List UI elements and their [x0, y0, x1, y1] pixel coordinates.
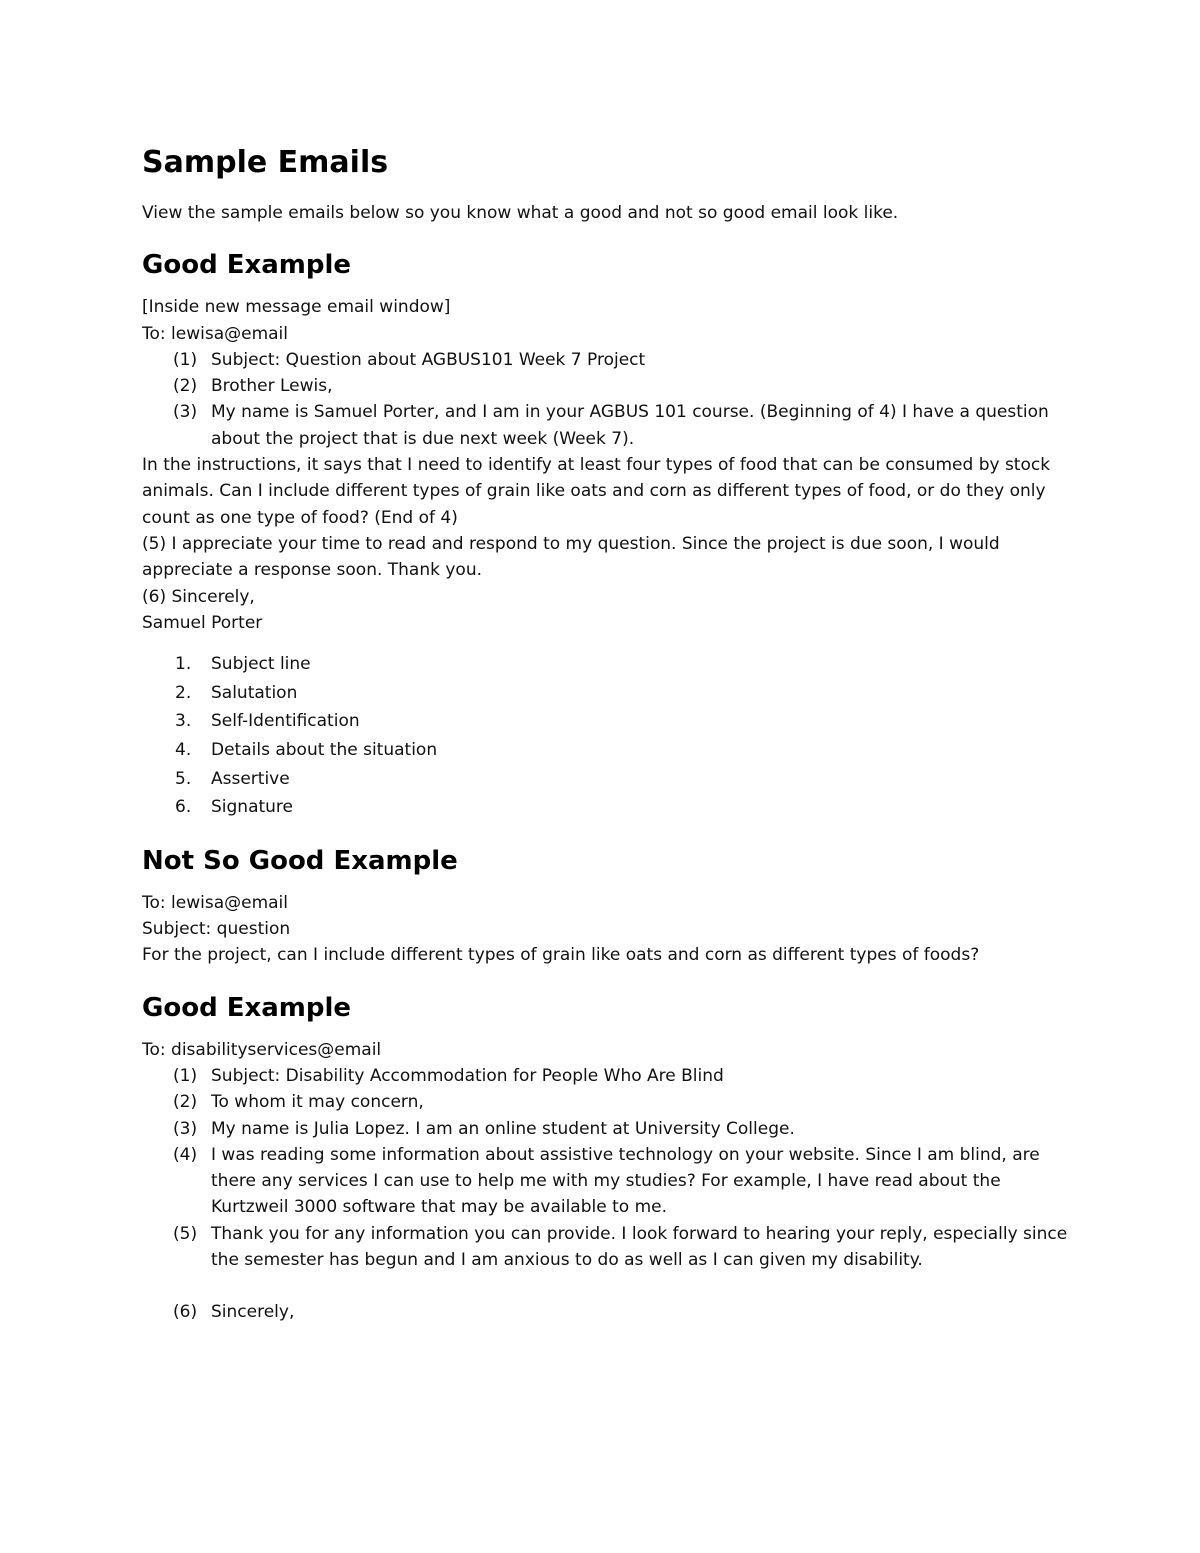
to-line: To: lewisa@email	[142, 323, 288, 344]
signature-line: Samuel Porter	[142, 612, 263, 633]
list-item: 6. Signature	[175, 797, 294, 818]
email-parts-list	[142, 347, 1082, 452]
list-item: 2. Salutation	[175, 682, 298, 703]
list-item: (1) Subject: Question about AGBUS101 Week 7 Project	[173, 349, 646, 370]
to-line: To: disabilityservices@email	[142, 1039, 382, 1060]
email-parts-summary-list	[142, 650, 1082, 822]
good-example-heading-2: Good Example	[142, 992, 352, 1023]
assertive-paragraph: (5) I appreciate your time to read and respond to my question. Since the project is due soon, I would appreciate a response soon. Thank you.	[142, 533, 1000, 581]
closing-list	[142, 1299, 1082, 1325]
list-item: (2) Brother Lewis,	[173, 376, 333, 397]
list-item: (2) To whom it may concern,	[173, 1092, 424, 1113]
list-item: (3) My name is Julia Lopez. I am an online student at University College.	[173, 1118, 795, 1139]
list-item: (4) I was reading some information about assistive technology on your website. Since I am blind, are there any services I can use to help me with my studies? For example, I have read about the Kurtzweil 3000 software that may be available to me.	[173, 1144, 1040, 1218]
list-item: (3) My name is Samuel Porter, and I am in your AGBUS 101 course. (Beginning of 4) I have a question about the project that is due next week (Week 7).	[173, 402, 1049, 449]
list-item: (1) Subject: Disability Accommodation for People Who Are Blind	[173, 1065, 724, 1086]
list-item: 3. Self-Identification	[175, 711, 360, 732]
body-line: For the project, can I include different types of grain like oats and corn as different types of foods?	[142, 945, 980, 966]
to-line: To: lewisa@email	[142, 892, 288, 913]
blank-line	[142, 1273, 1082, 1299]
good-example-heading: Good Example	[142, 250, 352, 281]
window-note: [Inside new message email window]	[142, 297, 451, 318]
subject-line: Subject: question	[142, 919, 291, 940]
not-so-good-example-email	[142, 890, 1082, 969]
page-title: Sample Emails	[142, 145, 389, 180]
email-parts-list-2	[142, 1063, 1082, 1273]
list-item: (5) Thank you for any information you can provide. I look forward to hearing your reply, especially since the semester has begun and I am anxious to do as well as I can given my disability.	[173, 1223, 1068, 1270]
good-example-email-1	[142, 294, 1082, 636]
document-page	[142, 140, 1082, 1326]
not-so-good-example-heading: Not So Good Example	[142, 845, 458, 876]
closing-line: (6) Sincerely,	[142, 586, 255, 607]
list-item: 4. Details about the situation	[175, 739, 438, 760]
list-item: 5. Assertive	[175, 768, 290, 789]
details-paragraph: In the instructions, it says that I need to identify at least four types of food that can be consumed by stock animals. Can I include different types of grain like oats and corn as different types of food, or do they only count as one type of food? (End of 4)	[142, 455, 1051, 528]
intro-paragraph: View the sample emails below so you know what a good and not so good email look like.	[142, 203, 899, 223]
good-example-email-2	[142, 1037, 1082, 1326]
list-item: 1. Subject line	[175, 654, 311, 675]
list-item: (6) Sincerely,	[173, 1302, 295, 1323]
